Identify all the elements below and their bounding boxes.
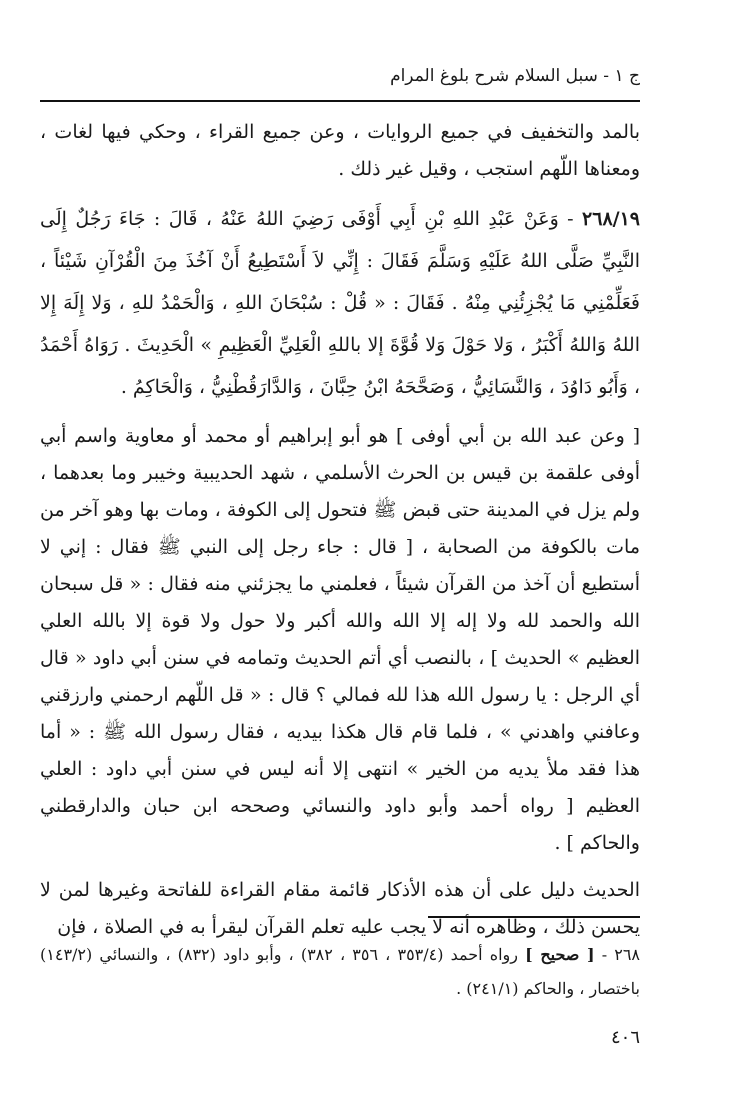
footnote-grade: [ صحيح ] (525, 945, 595, 964)
running-header: ج ١ - سبل السلام شرح بلوغ المرام (390, 66, 640, 86)
footnote-text: رواه أحمد (٣٥٣/٤ ، ٣٥٦ ، ٣٨٢) ، وأبو داود (٨٣٢) ، والنسائي (١٤٣/٢) باختصار ، والحاكم (٢٤١/١) . (40, 945, 640, 998)
footnote-number: ٢٦٨ - (601, 945, 641, 964)
footnote-rule (428, 916, 640, 918)
hadith-text: - وَعَنْ عَبْدِ اللهِ بْنِ أَبِي أَوْفَى رَضِيَ اللهُ عَنْهُ ، قَالَ : جَاءَ رَجُلٌ إِلَى النَّبِيِّ صَلَّى اللهُ عَلَيْهِ وَسَلَّمَ فَقَالَ : إِنِّي لاَ أَسْتَطِيعُ أَنْ آخُذَ مِنَ الْقُرْآنِ شَيْئاً ، فَعَلِّمْنِي مَا يُجْزِئُنِي مِنْهُ . فَقَالَ : « قُلْ : سُبْحَانَ اللهِ ، وَالْحَمْدُ للهِ ، وَلا إِلَهَ إِلا اللهُ وَاللهُ أَكْبَرُ ، وَلا حَوْلَ وَلا قُوَّةَ إلا باللهِ الْعَلِيِّ الْعَظِيمِ » الْحَدِيثَ . رَوَاهُ أَحْمَدُ ، وَأَبُو دَاوُدَ ، وَالنَّسَائِيُّ ، وَصَحَّحَهُ ابْنُ حِبَّانَ ، وَالدَّارَقُطْنِيُّ ، وَالْحَاكِمُ . (40, 208, 640, 398)
book-page (40, 58, 640, 1098)
hadith-paragraph (40, 198, 640, 408)
hadith-number: ٢٦٨/١٩ (582, 208, 640, 230)
commentary-paragraph: [ وعن عبد الله بن أبي أوفى ] هو أبو إبراهيم أو محمد أو معاوية واسم أبي أوفى علقمة بن قيس بن الحرث الأسلمي ، شهد الحديبية وخيبر وما بعدهما ، ولم يزل في المدينة حتى قبض ﷺ فتحول إلى الكوفة ، ومات بها وهو آخر من مات بالكوفة من الصحابة ، [ قال : جاء رجل إلى النبي ﷺ فقال : إني لا أستطيع أن آخذ من القرآن شيئاً ، فعلمني ما يجزئني منه فقال : « قل سبحان الله والحمد لله ولا إله إلا الله والله أكبر ولا حول ولا قوة إلا بالله العلي العظيم » الحديث ] ، بالنصب أي أتم الحديث وتمامه في سنن أبي داود « قال أي الرجل : يا رسول الله هذا لله فمالي ؟ قال : « قل اللّهم ارحمني وارزقني وعافني واهدني » ، فلما قام قال هكذا بيديه ، فقال رسول الله ﷺ : « أما هذا فقد ملأ يديه من الخير » انتهى إلا أنه ليس في سنن أبي داود : العلي العظيم [ رواه أحمد وأبو داود والنسائي وصححه ابن حبان والدارقطني والحاكم ] . (40, 425, 640, 854)
footnote (40, 938, 640, 1006)
page-number: ٤٠٦ (610, 1027, 640, 1048)
header-rule (40, 100, 640, 102)
main-text (40, 114, 640, 946)
closing-paragraph: الحديث دليل على أن هذه الأذكار قائمة مقام القراءة للفاتحة وغيرها لمن لا يحسن ذلك ، وظاهره أنه لا يجب عليه تعلم القرآن ليقرأ به في الصلاة ، فإن (40, 879, 640, 938)
intro-paragraph: بالمد والتخفيف في جميع الروايات ، وعن جميع القراء ، وحكي فيها لغات ، ومعناها اللّهم استجب ، وقيل غير ذلك . (40, 121, 640, 180)
